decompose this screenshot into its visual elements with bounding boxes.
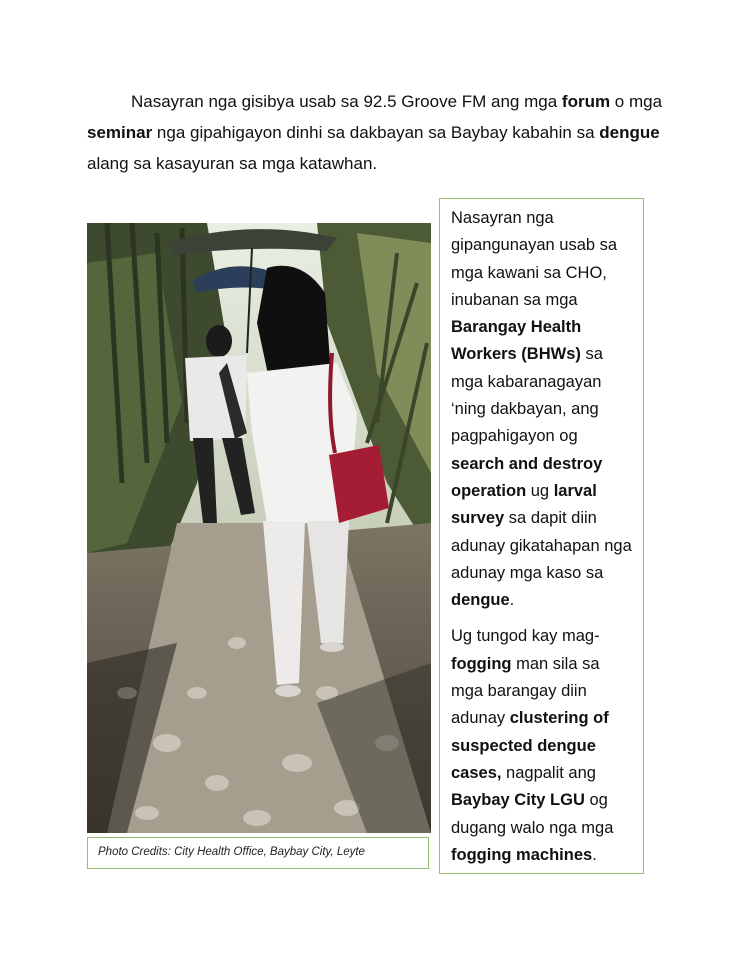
- sidebar-text: man sila sa mga barangay diin adunay: [451, 654, 600, 728]
- sidebar-bold-larval-survey: larval survey: [451, 481, 597, 528]
- intro-paragraph: [87, 86, 667, 179]
- sidebar-text: og dugang walo nga mga: [451, 791, 614, 837]
- sidebar-text: Ug tungod kay mag-: [451, 627, 600, 646]
- sidebar-text: sa dapit diin adunay gikatahapan nga adunay mga kaso sa: [451, 509, 632, 582]
- sidebar-text: .: [592, 845, 597, 864]
- intro-bold-seminar: seminar: [87, 123, 153, 142]
- sidebar-text: .: [509, 591, 515, 610]
- intro-bold-dengue: dengue: [599, 123, 660, 142]
- intro-text: nga gipahigayon dinhi sa dakbayan sa Baybay kabahin sa: [152, 123, 600, 142]
- sidebar-paragraph-1: [451, 205, 633, 614]
- photo-caption: Photo Credits: City Health Office, Baybay City, Leyte: [87, 837, 429, 869]
- intro-text: Nasayran nga gisibya usab sa 92.5 Groove FM ang mga: [131, 92, 562, 111]
- sidebar-text: sa mga kabaranagayan ‘ning dakbayan, ang pagpahigayon og: [451, 345, 603, 446]
- field-photo: [87, 223, 431, 833]
- sidebar-bold-lgu: Baybay City LGU: [451, 791, 585, 810]
- intro-bold-forum: forum: [561, 92, 611, 111]
- sidebar-paragraph-2: [451, 623, 633, 869]
- sidebar-bold-fogging: fogging: [451, 654, 512, 673]
- sidebar-textbox: [439, 198, 644, 874]
- sidebar-text: ug: [526, 481, 554, 500]
- sidebar-text: Nasayran nga gipangunayan usab sa mga kawani sa CHO, inubanan sa mga: [451, 209, 618, 309]
- sidebar-bold-search-destroy: search and destroy operation: [451, 454, 603, 500]
- sidebar-bold-clustering: clustering of suspected dengue cases,: [451, 709, 609, 782]
- intro-text: o mga: [610, 92, 663, 111]
- sidebar-bold-dengue: dengue: [451, 591, 510, 610]
- photo-illustration: [87, 223, 431, 833]
- sidebar-text: nagpalit ang: [501, 763, 596, 782]
- sidebar-bold-bhws: Barangay Health Workers (BHWs): [451, 318, 582, 364]
- intro-text: alang sa kasayuran sa mga katawhan.: [87, 154, 378, 173]
- sidebar-bold-fogging-machines: fogging machines: [451, 845, 593, 864]
